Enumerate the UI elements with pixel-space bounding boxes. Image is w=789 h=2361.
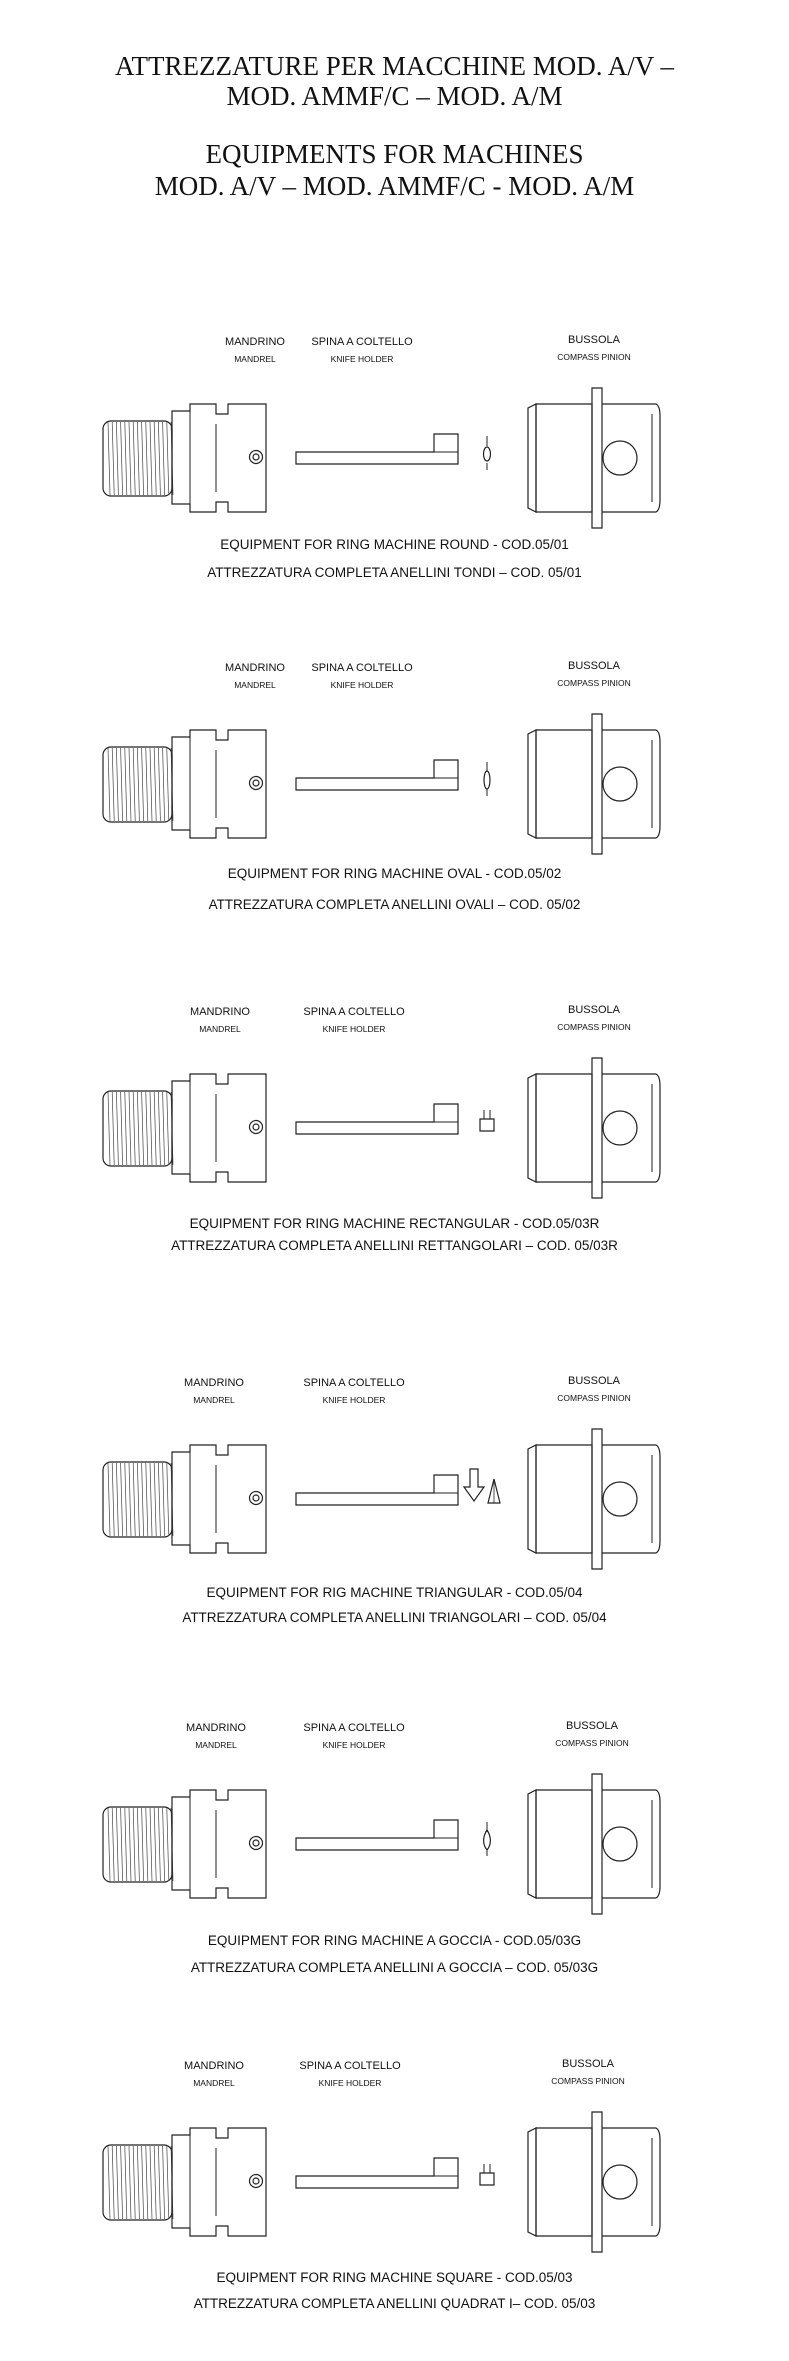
compass-pinion-label: BUSSOLA xyxy=(562,2058,614,2070)
mandrel-drawing xyxy=(103,730,266,838)
knife-holder-drawing xyxy=(296,1475,458,1505)
pinion-body xyxy=(536,730,592,838)
mandrel-hole xyxy=(250,2175,263,2188)
knife-holder-bar xyxy=(296,760,458,790)
knife-holder-label: SPINA A COLTELLO xyxy=(303,1722,405,1734)
pinion-head xyxy=(602,404,660,512)
knife-holder-bar xyxy=(296,434,458,464)
compass-pinion-label: BUSSOLA xyxy=(568,1375,620,1387)
compass-pinion-label: BUSSOLA xyxy=(568,660,620,672)
mandrel-body xyxy=(172,1074,266,1182)
mandrel-sublabel: MANDREL xyxy=(195,1740,237,1750)
pinion-flange xyxy=(592,1774,602,1914)
mandrel-sublabel: MANDREL xyxy=(234,354,276,364)
knife-insert-drop xyxy=(484,1822,491,1856)
pinion-flange xyxy=(592,388,602,528)
knife-holder-label: SPINA A COLTELLO xyxy=(303,1006,405,1018)
compass-pinion-sublabel: COMPASS PINION xyxy=(557,1393,631,1403)
caption-english: EQUIPMENT FOR RING MACHINE RECTANGULAR - COD.05/03R xyxy=(189,1216,600,1231)
knife-insert-triangular xyxy=(464,1469,500,1503)
title-italian-line-2: MOD. AMMF/C – MOD. A/M xyxy=(226,81,563,111)
compass-pinion-drawing xyxy=(528,388,660,528)
mandrel-body xyxy=(172,2128,266,2236)
pinion-rim xyxy=(528,1445,536,1553)
pinion-bore xyxy=(603,1482,637,1516)
knife-holder-label: SPINA A COLTELLO xyxy=(299,2060,401,2072)
mandrel-label: MANDRINO xyxy=(190,1006,250,1018)
compass-pinion-drawing xyxy=(528,2112,660,2252)
caption-italian: ATTREZZATURA COMPLETA ANELLINI OVALI – COD. 05/02 xyxy=(208,897,581,912)
pinion-bore xyxy=(603,441,637,475)
knife-holder-sublabel: KNIFE HOLDER xyxy=(330,680,394,690)
pinion-head xyxy=(602,1790,660,1898)
pinion-rim xyxy=(528,2128,536,2236)
knife-holder-bar xyxy=(296,1104,458,1134)
caption-english: EQUIPMENT FOR RING MACHINE ROUND - COD.05/01 xyxy=(220,537,569,552)
knife-holder-drawing xyxy=(296,2158,458,2188)
equipment-section-2 xyxy=(0,662,789,922)
mandrel-label: MANDRINO xyxy=(184,2060,244,2072)
mandrel-drawing xyxy=(103,1790,266,1898)
pinion-head xyxy=(602,730,660,838)
mandrel-label: MANDRINO xyxy=(186,1722,246,1734)
compass-pinion-drawing xyxy=(528,1429,660,1569)
mandrel-sublabel: MANDREL xyxy=(193,1395,235,1405)
caption-english: EQUIPMENT FOR RING MACHINE A GOCCIA - COD.05/03G xyxy=(207,1933,582,1948)
knife-holder-sublabel: KNIFE HOLDER xyxy=(322,1395,386,1405)
pinion-flange xyxy=(592,1429,602,1569)
caption-italian: ATTREZZATURA COMPLETA ANELLINI A GOCCIA – COD. 05/03G xyxy=(190,1960,599,1975)
knife-holder-drawing xyxy=(296,1820,458,1850)
title-english-line-1: EQUIPMENTS FOR MACHINES xyxy=(205,139,584,169)
knife-holder-bar xyxy=(296,2158,458,2188)
pinion-head xyxy=(602,2128,660,2236)
caption-italian: ATTREZZATURA COMPLETA ANELLINI TONDI – COD. 05/01 xyxy=(207,565,582,580)
mandrel-drawing xyxy=(103,1074,266,1182)
pinion-body xyxy=(536,1074,592,1182)
title-english-line-2: MOD. A/V – MOD. AMMF/C - MOD. A/M xyxy=(154,171,635,201)
knife-holder-sublabel: KNIFE HOLDER xyxy=(322,1024,386,1034)
knife-insert-oval xyxy=(484,762,490,796)
pinion-flange xyxy=(592,2112,602,2252)
pinion-body xyxy=(536,1445,592,1553)
mandrel-hole xyxy=(250,1121,263,1134)
mandrel-sublabel: MANDREL xyxy=(234,680,276,690)
mandrel-label: MANDRINO xyxy=(184,1377,244,1389)
knife-holder-bar xyxy=(296,1820,458,1850)
compass-pinion-drawing xyxy=(528,1058,660,1198)
knife-holder-sublabel: KNIFE HOLDER xyxy=(330,354,394,364)
knife-holder-bar xyxy=(296,1475,458,1505)
pinion-rim xyxy=(528,730,536,838)
compass-pinion-label: BUSSOLA xyxy=(568,334,620,346)
pinion-head xyxy=(602,1445,660,1553)
caption-italian: ATTREZZATURA COMPLETA ANELLINI RETTANGOLARI – COD. 05/03R xyxy=(171,1238,618,1253)
pinion-flange xyxy=(592,714,602,854)
compass-pinion-sublabel: COMPASS PINION xyxy=(551,2076,625,2086)
knife-holder-label: SPINA A COLTELLO xyxy=(311,336,413,348)
caption-italian: ATTREZZATURA COMPLETA ANELLINI TRIANGOLARI – COD. 05/04 xyxy=(182,1610,607,1625)
compass-pinion-sublabel: COMPASS PINION xyxy=(555,1738,629,1748)
pinion-bore xyxy=(603,767,637,801)
equipment-drawing xyxy=(0,336,789,596)
mandrel-hole xyxy=(250,777,263,790)
pinion-bore xyxy=(603,1827,637,1861)
knife-holder-drawing xyxy=(296,1104,458,1134)
pinion-flange xyxy=(592,1058,602,1198)
mandrel-body xyxy=(172,1445,266,1553)
mandrel-sublabel: MANDREL xyxy=(193,2078,235,2088)
mandrel-sublabel: MANDREL xyxy=(199,1024,241,1034)
title-italian-line-1: ATTREZZATURE PER MACCHINE MOD. A/V – xyxy=(114,51,675,81)
equipment-drawing xyxy=(0,662,789,922)
mandrel-hole xyxy=(250,1492,263,1505)
compass-pinion-sublabel: COMPASS PINION xyxy=(557,678,631,688)
mandrel-drawing xyxy=(103,404,266,512)
pinion-bore xyxy=(603,2165,637,2199)
pinion-body xyxy=(536,404,592,512)
knife-holder-label: SPINA A COLTELLO xyxy=(303,1377,405,1389)
knife-holder-drawing xyxy=(296,760,458,790)
knife-holder-sublabel: KNIFE HOLDER xyxy=(318,2078,382,2088)
knife-holder-label: SPINA A COLTELLO xyxy=(311,662,413,674)
mandrel-body xyxy=(172,1790,266,1898)
pinion-body xyxy=(536,2128,592,2236)
pinion-body xyxy=(536,1790,592,1898)
pinion-rim xyxy=(528,404,536,512)
compass-pinion-sublabel: COMPASS PINION xyxy=(557,352,631,362)
knife-holder-sublabel: KNIFE HOLDER xyxy=(322,1740,386,1750)
mandrel-hole xyxy=(250,1837,263,1850)
caption-english: EQUIPMENT FOR RING MACHINE OVAL - COD.05/02 xyxy=(227,866,562,881)
pinion-rim xyxy=(528,1790,536,1898)
mandrel-drawing xyxy=(103,1445,266,1553)
knife-insert-square xyxy=(480,2164,494,2185)
compass-pinion-label: BUSSOLA xyxy=(568,1004,620,1016)
equipment-section-1 xyxy=(0,336,789,596)
pinion-rim xyxy=(528,1074,536,1182)
knife-holder-drawing xyxy=(296,434,458,464)
knife-insert-round xyxy=(484,436,491,470)
mandrel-label: MANDRINO xyxy=(225,336,285,348)
knife-insert-rectangular xyxy=(480,1110,494,1131)
mandrel-body xyxy=(172,404,266,512)
pinion-head xyxy=(602,1074,660,1182)
compass-pinion-drawing xyxy=(528,714,660,854)
mandrel-label: MANDRINO xyxy=(225,662,285,674)
caption-english: EQUIPMENT FOR RING MACHINE SQUARE - COD.05/03 xyxy=(216,2270,573,2285)
mandrel-body xyxy=(172,730,266,838)
compass-pinion-label: BUSSOLA xyxy=(566,1720,618,1732)
compass-pinion-sublabel: COMPASS PINION xyxy=(557,1022,631,1032)
pinion-bore xyxy=(603,1111,637,1145)
caption-italian: ATTREZZATURA COMPLETA ANELLINI QUADRAT I– COD. 05/03 xyxy=(193,2296,596,2311)
mandrel-hole xyxy=(250,451,263,464)
mandrel-drawing xyxy=(103,2128,266,2236)
compass-pinion-drawing xyxy=(528,1774,660,1914)
caption-english: EQUIPMENT FOR RIG MACHINE TRIANGULAR - COD.05/04 xyxy=(206,1585,583,1600)
